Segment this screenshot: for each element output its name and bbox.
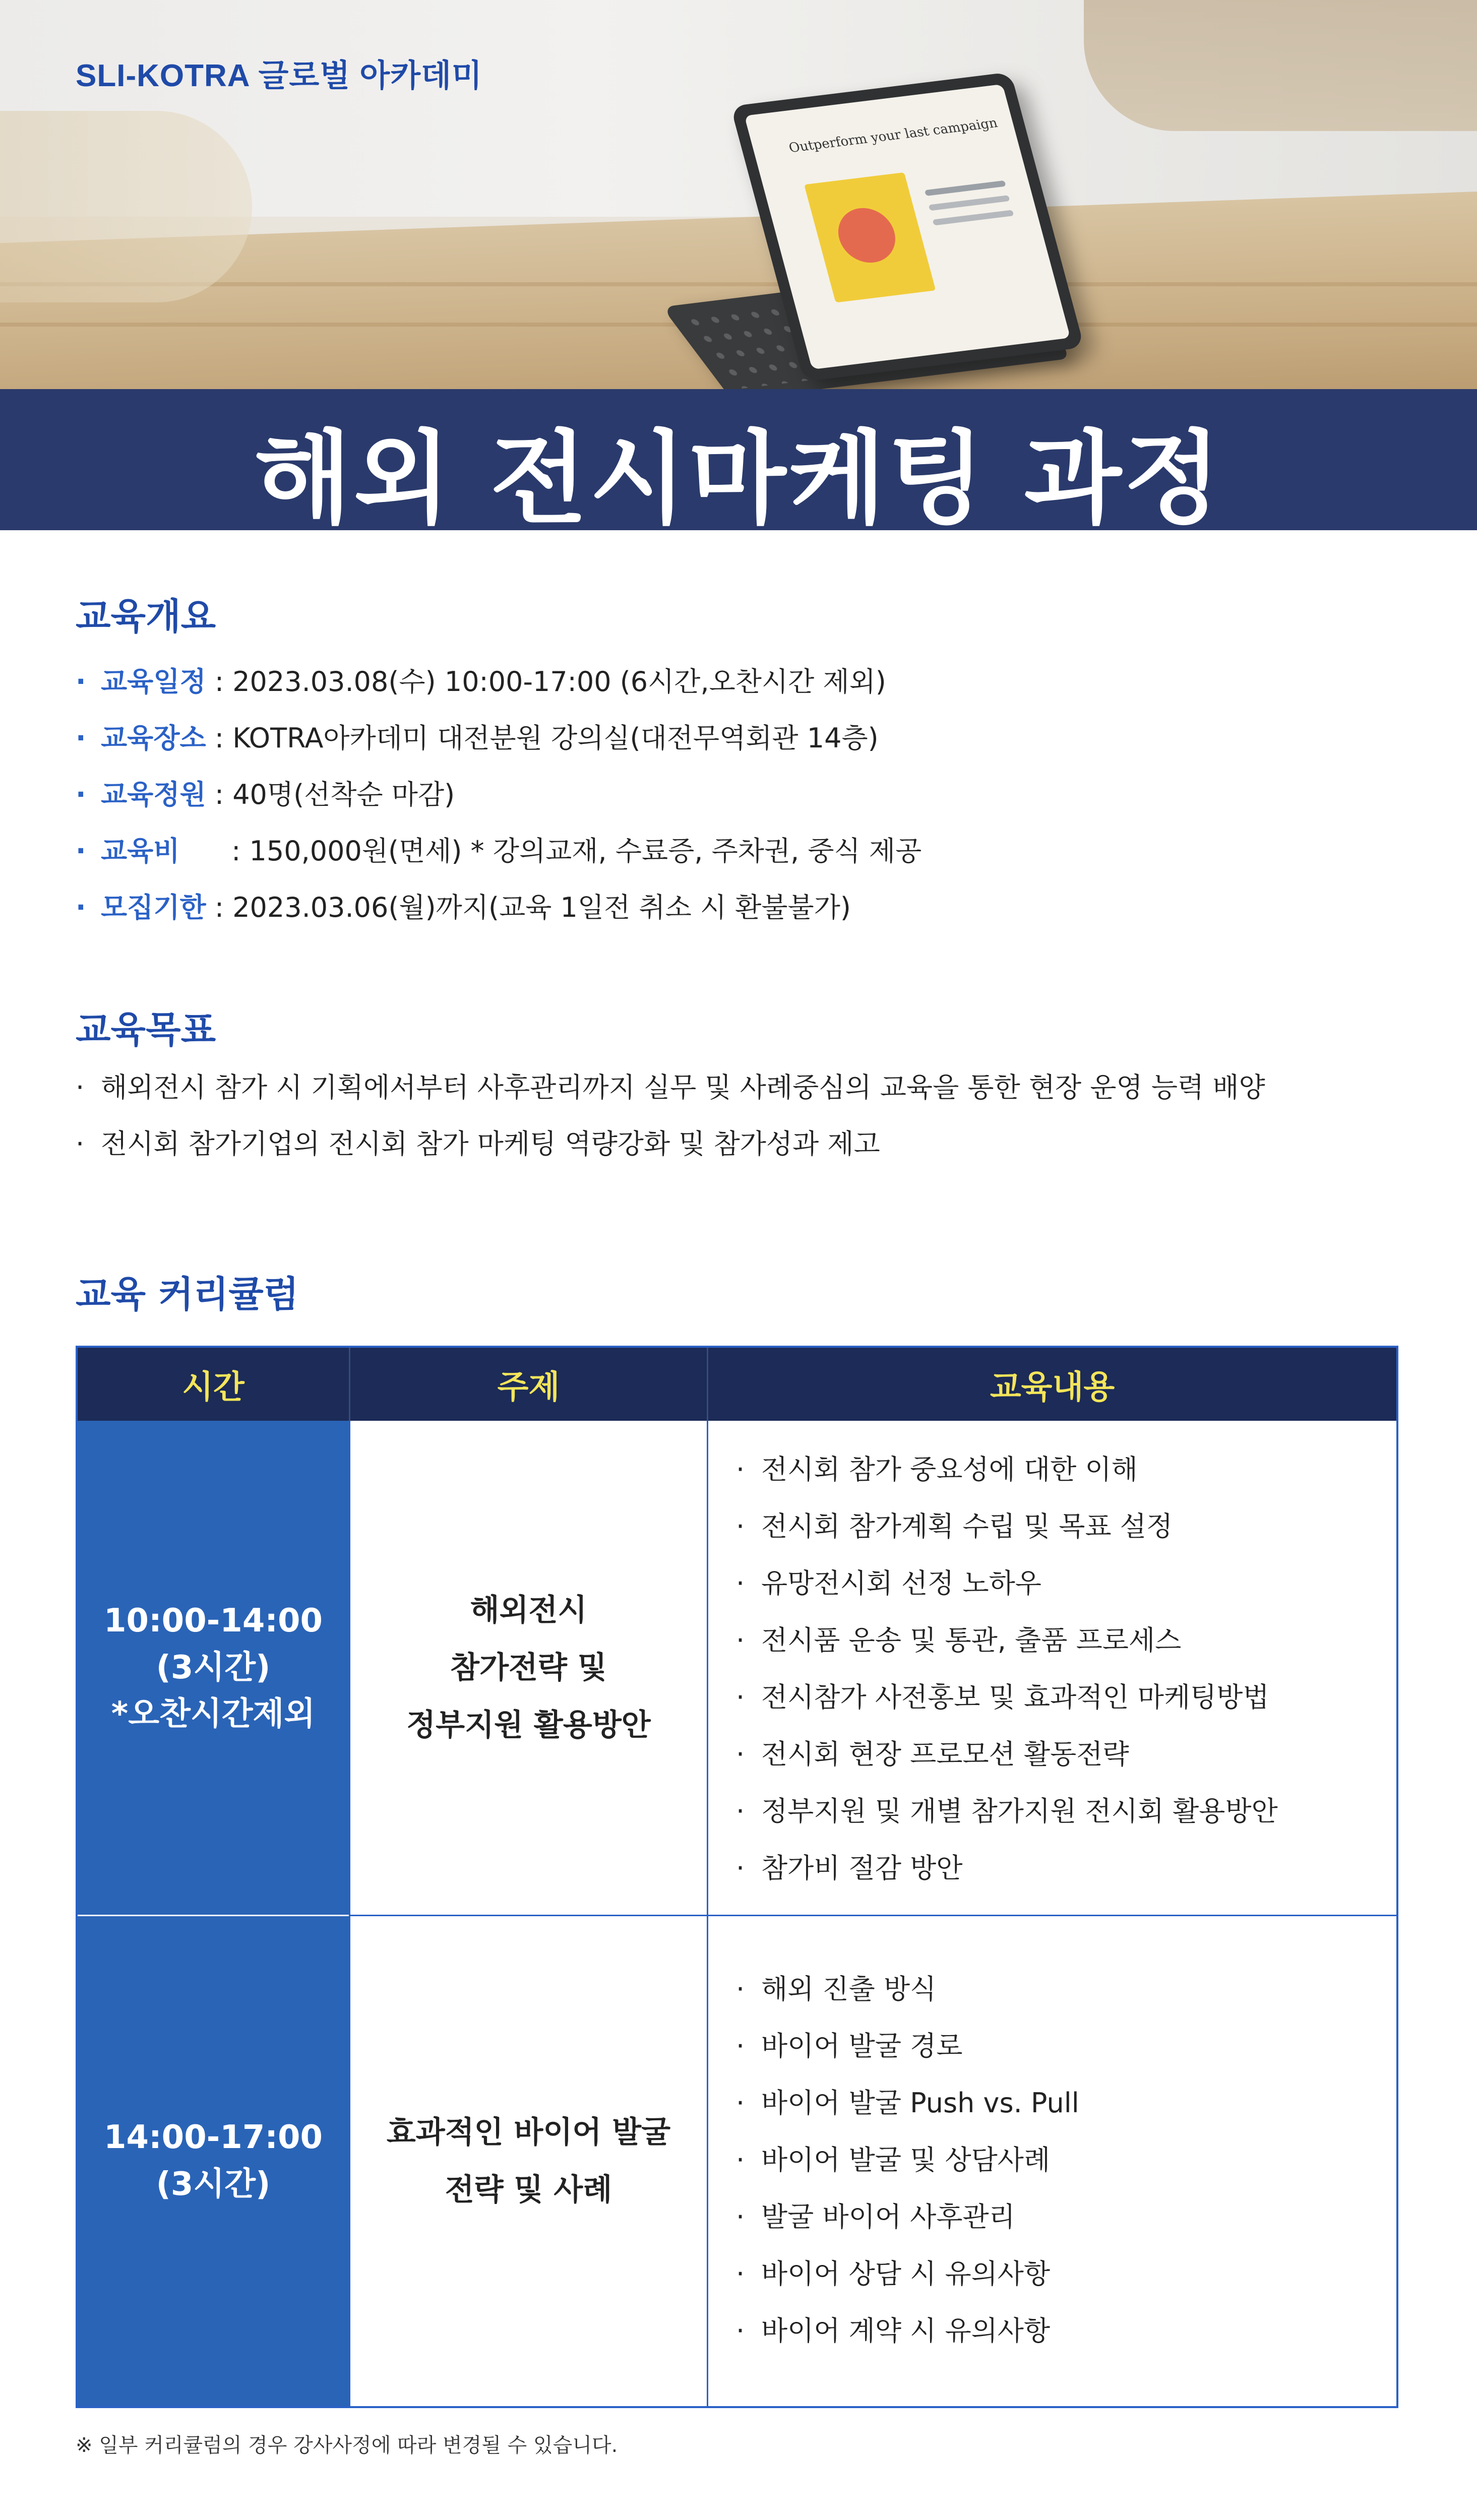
separator: : [206,666,233,698]
overview-title: 교육개요 [76,595,216,638]
tablet-text-lines [925,180,1006,196]
time-range: 14:00-17:00 [104,2119,323,2157]
topic-line: 전략 및 사례 [445,2172,612,2208]
content-item: · 전시참가 사전홍보 및 효과적인 마케팅방법 [736,1681,1269,1713]
hero-table-grain [0,282,1477,286]
separator: : [206,779,233,810]
header-time: 시간 [78,1348,349,1421]
time-duration: (3시간) [156,1649,271,1686]
hero-banner [0,0,1477,530]
goal-text: 전시회 참가기업의 전시회 참가 마케팅 역량강화 및 참가성과 제고 [101,1128,880,1160]
row2-contents [707,1916,1396,2406]
topic-line: 참가전략 및 [450,1650,607,1685]
content-item: · 전시회 참가 중요성에 대한 이해 [736,1454,1138,1485]
overview-value: 2023.03.08(수) 10:00-17:00 (6시간,오찬시간 제외) [232,666,886,698]
overview-label: 교육정원 [101,779,206,810]
overview-label: 모집기한 [101,892,206,923]
content-item: · 참가비 절감 방안 [736,1852,963,1884]
row1-time [78,1421,349,1915]
brand-label: SLI-KOTRA 글로벌 아카데미 [76,58,482,93]
row2-time [78,1916,349,2406]
separator: : [206,892,233,923]
goal-item [76,1066,1265,1105]
goal-text: 해외전시 참가 시 기획에서부터 사후관리까지 실무 및 사례중심의 교육을 통한 현장 운영 능력 배양 [101,1072,1265,1103]
overview-item [76,773,455,812]
content-item: · 발굴 바이어 사후관리 [736,2201,1015,2233]
goals-title: 교육목표 [76,1009,216,1051]
time-range: 10:00-14:00 [104,1602,323,1640]
topic-line: 효과적인 바이어 발굴 [386,2115,671,2150]
goal-item [76,1122,880,1161]
overview-value: 40명(선착순 마감) [232,779,455,810]
topic-line: 정부지원 활용방안 [406,1708,651,1743]
tablet-screen [744,84,1070,369]
separator: : [223,835,250,867]
overview-item [76,886,851,925]
curriculum-title: 교육 커리큘럼 [76,1273,299,1315]
curriculum-table [76,1346,1398,2408]
separator: : [206,722,233,754]
header-topic: 주제 [349,1348,707,1421]
content-item: · 바이어 상담 시 유의사항 [736,2258,1051,2290]
page-title: 해외 전시마케팅 과정 [254,420,1223,530]
bullet: · [76,1128,85,1160]
curriculum-note: ※ 일부 커리큘럼의 경우 강사사정에 따라 변경될 수 있습니다. [76,2434,618,2457]
overview-value: 2023.03.06(월)까지(교육 1일전 취소 시 환불불가) [232,892,851,923]
row1-contents [707,1421,1396,1915]
content-item: · 전시품 운송 및 통관, 출품 프로세스 [736,1624,1182,1656]
topic-line: 해외전시 [470,1593,587,1628]
overview-value: KOTRA아카데미 대전분원 강의실(대전무역회관 14층) [232,722,879,754]
bullet: · [76,779,86,810]
overview-item [76,717,879,755]
overview-item [76,830,921,868]
bullet: · [76,722,86,754]
time-note: *오찬시간제외 [111,1695,316,1733]
bullet: · [76,835,86,867]
time-duration: (3시간) [156,2166,271,2203]
overview-label: 교육장소 [101,722,206,754]
bullet: · [76,666,86,698]
hero-chair-right [1084,0,1477,131]
overview-label: 교육일정 [101,666,206,698]
content-item: · 해외 진출 방식 [736,1973,937,2005]
content-item: · 전시회 현장 프로모션 활동전략 [736,1738,1129,1770]
content-item: · 전시회 참가계획 수립 및 목표 설정 [736,1510,1173,1542]
bullet: · [76,1072,85,1103]
hero-chair-left [0,111,252,302]
content-item: · 바이어 발굴 경로 [736,2030,963,2062]
content-item: · 바이어 발굴 및 상담사례 [736,2144,1051,2176]
bullet: · [76,892,86,923]
row2-topic [349,1916,707,2406]
tablet-card-graphic [804,172,936,302]
content-item: · 바이어 계약 시 유의사항 [736,2315,1051,2347]
overview-item [76,660,886,699]
header-content: 교육내용 [707,1348,1396,1421]
content-item: · 정부지원 및 개별 참가지원 전시회 활용방안 [736,1795,1278,1827]
content-item: · 바이어 발굴 Push vs. Pull [736,2087,1079,2119]
overview-value: 150,000원(면세) * 강의교재, 수료증, 주차권, 중식 제공 [249,835,922,867]
overview-label: 교육비 [101,835,180,867]
row1-topic [349,1421,707,1915]
content-item: · 유망전시회 선정 노하우 [736,1567,1041,1599]
tablet-heading: Outperform your last campaign [787,115,1000,156]
